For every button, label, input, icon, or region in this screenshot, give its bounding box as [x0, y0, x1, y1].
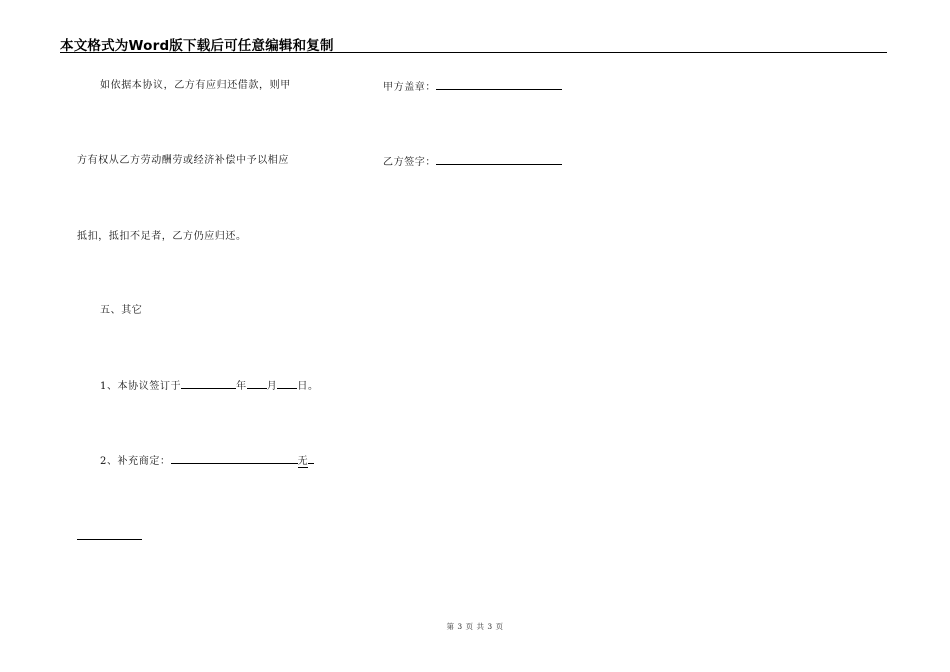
- party-b-signature-row: [383, 154, 562, 170]
- party-a-seal-row: [383, 79, 562, 95]
- supplementary-trailing-blank: [308, 453, 314, 464]
- party-a-seal-label: 甲方盖章：: [383, 82, 436, 93]
- day-blank: [277, 378, 297, 389]
- header-divider: [60, 52, 887, 53]
- supplementary-blank: [171, 453, 298, 464]
- party-b-sign-blank: [436, 154, 562, 165]
- supplementary-value: 无: [297, 456, 309, 467]
- month-label: 月: [266, 381, 278, 392]
- paragraph-line-3: 抵扣，抵扣不足者，乙方仍应归还。: [77, 231, 247, 242]
- signing-date-prefix: 1、本协议签订于: [100, 381, 182, 392]
- year-blank: [181, 378, 236, 389]
- paragraph-line-2: 方有权从乙方劳动酬劳或经济补偿中予以相应: [77, 155, 289, 166]
- page-number-footer: 第 3 页 共 3 页: [446, 622, 504, 631]
- party-a-seal-blank: [436, 79, 562, 90]
- continuation-blank-line: [77, 539, 142, 540]
- item-signing-date: [100, 378, 319, 394]
- year-label: 年: [236, 381, 247, 392]
- party-b-sign-label: 乙方签字：: [383, 157, 436, 168]
- item-supplementary-terms: [100, 453, 314, 469]
- month-blank: [247, 378, 267, 389]
- header-title: 本文格式为Word版下载后可任意编辑和复制: [60, 38, 334, 54]
- section-heading-other: 五、其它: [100, 305, 143, 316]
- paragraph-line-1: 如依据本协议，乙方有应归还借款，则甲: [100, 80, 291, 91]
- day-label: 日。: [297, 381, 319, 392]
- supplementary-prefix: 2、补充商定：: [100, 456, 171, 467]
